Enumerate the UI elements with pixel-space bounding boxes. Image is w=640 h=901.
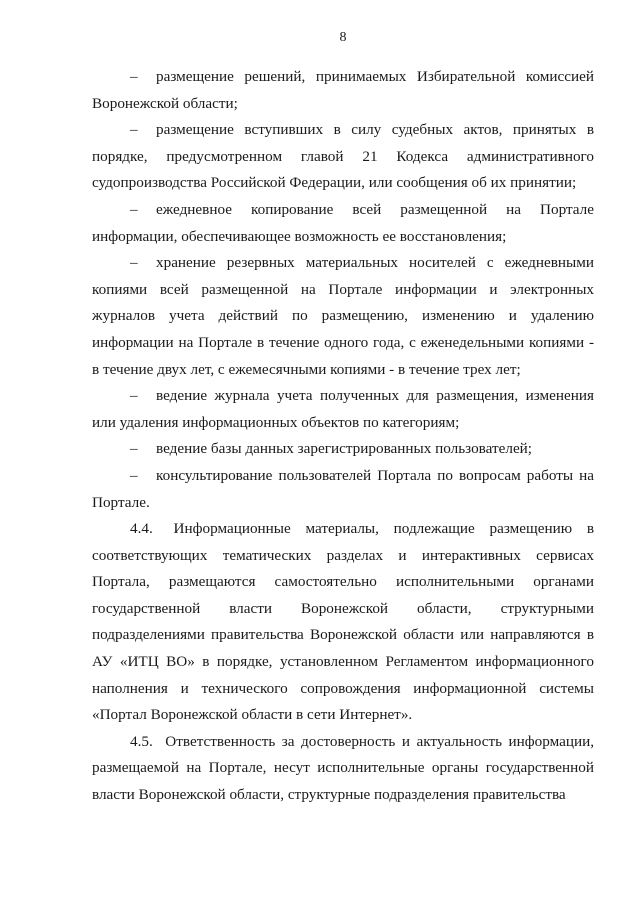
section-number: 4.4. [130,520,153,538]
bullet-dash: – [130,466,138,484]
bullet-text: ведение журнала учета полученных для размещения, изменения или удаления информационных объектов по категориям; [92,387,594,431]
bullet-item [92,436,594,463]
bullet-dash: – [130,121,138,139]
bullet-item [92,250,594,383]
bullet-item [92,117,594,197]
section-paragraph [92,729,594,809]
bullet-item [92,463,594,516]
page-number: 8 [339,30,347,45]
bullet-text: хранение резервных материальных носителей с ежедневными копиями всей размещенной на Портале информации и электронных журналов учета действий по размещению, изменению и удалению информации на Портале в течение одного года, с еженедельными копиями - в течение двух лет, с ежемесячными копиями - в течение трех лет; [92,254,594,378]
bullet-text: ежедневное копирование всей размещенной на Портале информации, обеспечивающее возможность ее восстановления; [92,200,594,245]
bullet-item [92,383,594,436]
bullet-text: консультирование пользователей Портала по вопросам работы на Портале. [92,466,594,511]
section-text: Ответственность за достоверность и актуальность информации, размещаемой на Портале, несут исполнительные органы государственной власти Воронежской области, структурные подразделения правительства [92,732,594,804]
bullet-dash: – [130,387,138,405]
bullet-dash: – [130,68,138,85]
bullet-text: ведение базы данных зарегистрированных пользователей; [156,440,533,458]
bullet-dash: – [130,254,138,272]
bullet-dash: – [130,440,138,458]
document-page [92,30,594,809]
bullet-item [92,197,594,250]
bullet-dash: – [130,200,138,218]
bullet-item [92,64,594,117]
bullet-text: размещение решений, принимаемых Избирательной комиссией Воронежской области; [92,68,594,112]
section-paragraph [92,516,594,729]
bullet-text: размещение вступивших в силу судебных актов, принятых в порядке, предусмотренном главой 21 Кодекса административного судопроизводства Российской Федерации, или сообщения об их принятии; [92,121,594,192]
section-text: Информационные материалы, подлежащие размещению в соответствующих тематических разделах и интерактивных сервисах Портала, размещаются самостоятельно исполнительными органами государственной власти Воронежской области, структурными подразделениями правительства Воронежской области или направляются в АУ «ИТЦ ВО» в порядке, установленном Регламентом информационного наполнения и технического сопровождения информационной системы «Портал Воронежской области в сети Интернет». [92,520,594,724]
section-number: 4.5. [130,732,153,750]
